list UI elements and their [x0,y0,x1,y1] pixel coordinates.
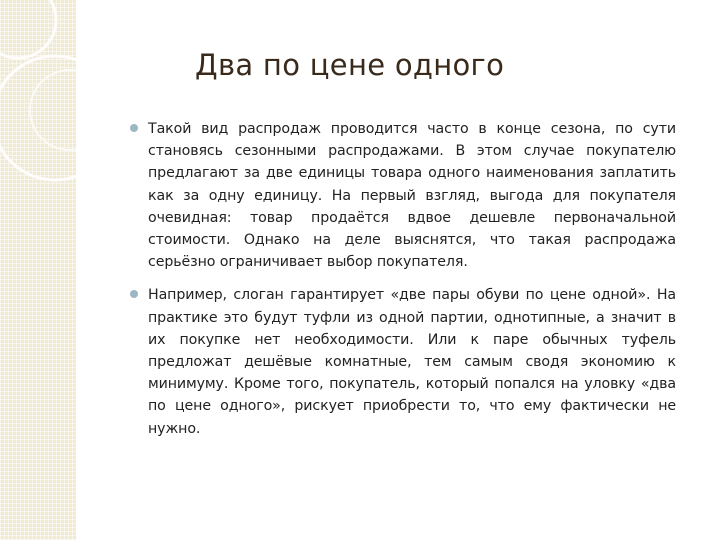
decorative-ring-small [0,0,56,58]
bullet-list [130,118,676,451]
decorative-ring-large [0,56,79,180]
bullet-text: Такой вид распродаж проводится часто в конце сезона, по сути становясь сезонными распродажами. В этом случае покупателю предлагают за две единицы товара одного наименования заплатить как за одну единицу. На первый взгляд, выгода для покупателя очевидная: товар продаётся вдвое дешевле первоначальной стоимости. Однако на деле выяснятся, что такая распродажа серьёзно ограничивает выбор покупателя. [148,121,676,271]
decorative-side-panel [0,0,79,540]
bullet-icon [130,290,138,298]
slide-title: Два по цене одного [195,48,505,82]
bullet-text: Например, слоган гарантирует «две пары обуви по цене одной». На практике это будут туфли из одной партии, однотипные, а значит в их покупке нет необходимости. Или к паре обычных туфель предложат дешёвые комнатные, тем самым сводя экономию к минимуму. Кроме того, покупатель, который попался на уловку «два по цене одного», рискует приобрести то, что ему фактически не нужно. [148,287,676,437]
decorative-ring-mid [30,70,79,150]
decorative-circles [0,0,79,540]
list-item [130,284,676,439]
bullet-icon [130,124,138,132]
list-item [130,118,676,273]
